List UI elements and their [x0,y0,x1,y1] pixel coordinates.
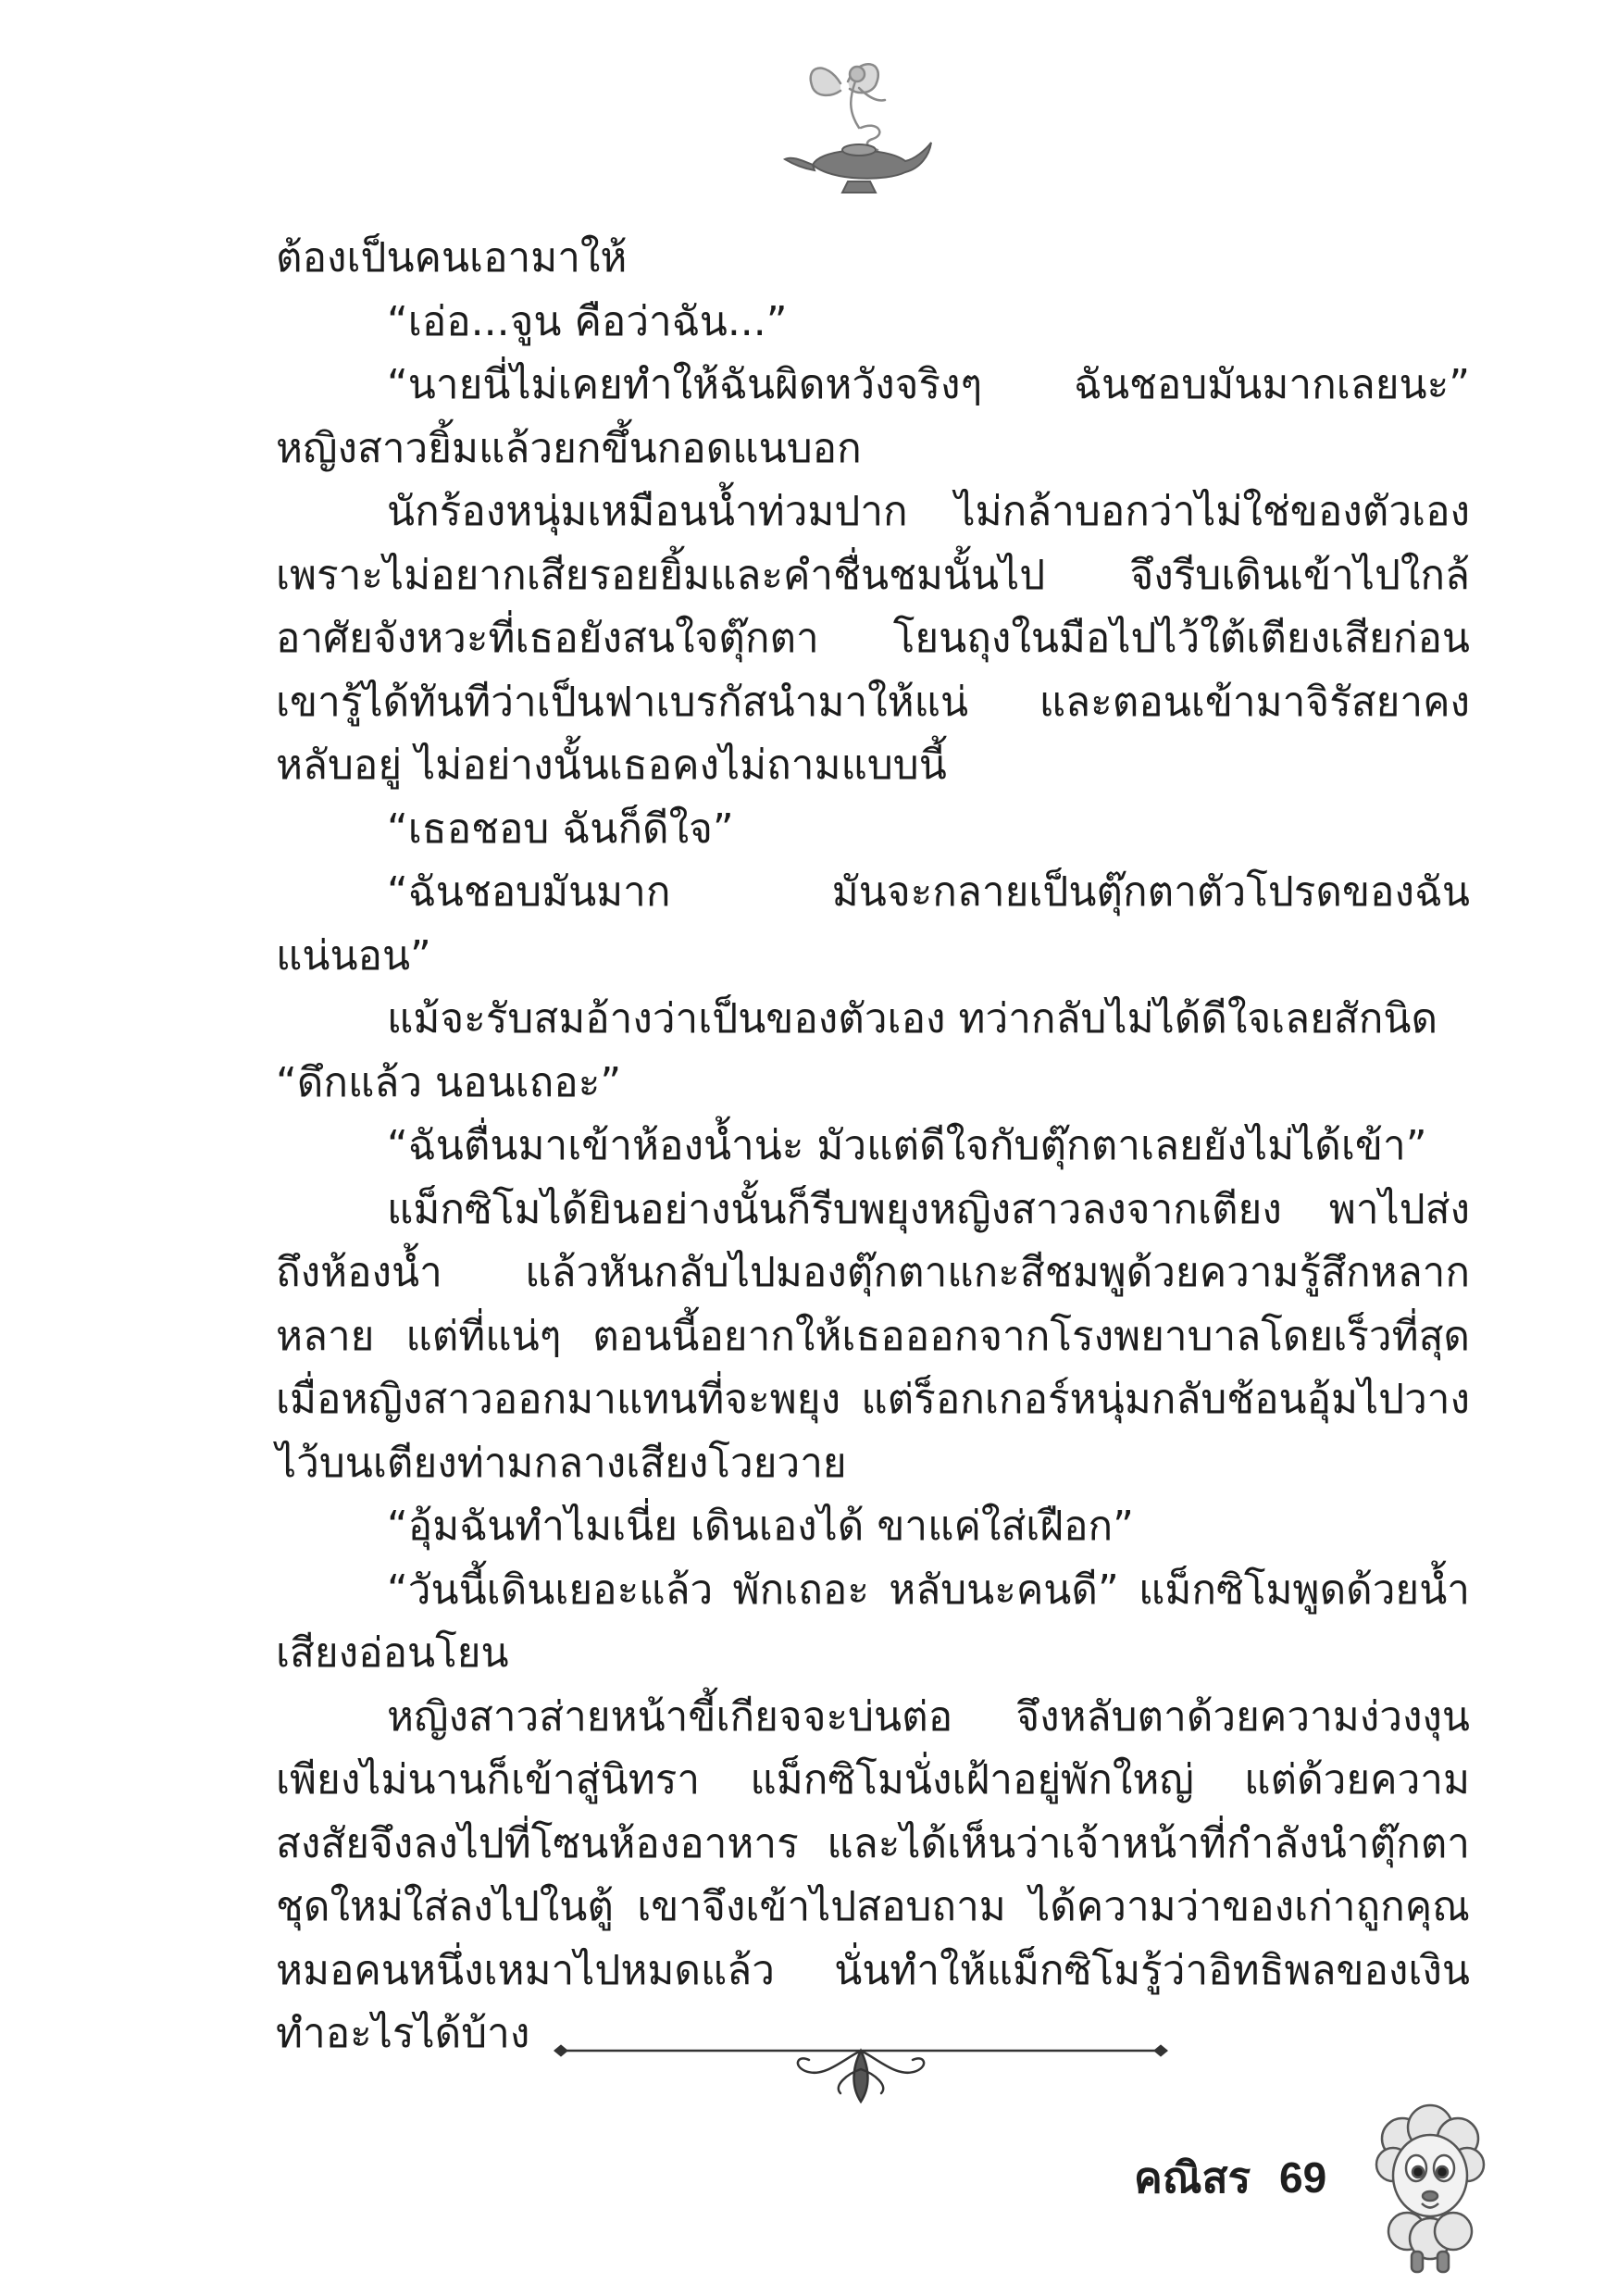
paragraph: “ฉันชอบมันมาก มันจะกลายเป็นตุ๊กตาตัวโปรดของฉันแน่นอน” [276,868,1470,980]
page-number: 69 [1279,2153,1327,2202]
fairy-lamp-icon [776,46,942,204]
story-text [276,227,1470,2066]
paragraph: หญิงสาวส่ายหน้าขี้เกียจจะบ่นต่อ จึงหลับตาด้วยความง่วงงุน เพียงไม่นานก็เข้าสู่นิทรา แม็กซิโมนั่งเฝ้าอยู่พักใหญ่ แต่ด้วยความสงสัยจึงลงไปที่โซนห้องอาหาร และได้เห็นว่าเจ้าหน้าที่กำลังนำตุ๊กตาชุดใหม่ใส่ลงไปในตู้ เขาจึงเข้าไปสอบถาม ได้ความว่าของเก่าถูกคุณหมอคนหนึ่งเหมาไปหมดแล้ว นั่นทำให้แม็กซิโมรู้ว่าอิทธิพลของเงินทำอะไรได้บ้าง [276,1692,1470,2057]
paragraph: “วันนี้เดินเยอะแล้ว พักเถอะ หลับนะคนดี” แม็กซิโมพูดด้วยน้ำเสียงอ่อนโยน [276,1566,1470,1677]
sheep-mascot-icon [1361,2092,1500,2277]
paragraph: “ฉันตื่นมาเข้าห้องน้ำน่ะ มัวแต่ดีใจกับตุ๊กตาเลยยังไม่ได้เข้า” [387,1122,1427,1169]
paragraph: “นายนี่ไม่เคยทำให้ฉันผิดหวังจริงๆ ฉันชอบมันมากเลยนะ” หญิงสาวยิ้มแล้วยกขึ้นกอดแนบอก [276,361,1470,472]
flourish-divider-icon [546,2032,1176,2115]
paragraph: “อุ้มฉันทำไมเนี่ย เดินเองได้ ขาแค่ใส่เฝือก” [387,1503,1134,1550]
paragraph: “ดึกแล้ว นอนเถอะ” [276,1058,622,1106]
paragraph: ต้องเป็นคนเอามาให้ [276,234,628,281]
paragraph: “เธอชอบ ฉันก็ดีใจ” [387,805,734,853]
paragraph: แม้จะรับสมอ้างว่าเป็นของตัวเอง ทว่ากลับไม่ได้ดีใจเลยสักนิด [387,995,1438,1042]
paragraph: นักร้องหนุ่มเหมือนน้ำท่วมปาก ไม่กล้าบอกว่าไม่ใช่ของตัวเองเพราะไม่อยากเสียรอยยิ้มและคำชื่นชมนั้นไป จึงรีบเดินเข้าไปใกล้ อาศัยจังหวะที่เธอยังสนใจตุ๊กตา โยนถุงในมือไปไว้ใต้เตียงเสียก่อน เขารู้ได้ทันทีว่าเป็นฟาเบรกัสนำมาให้แน่ และตอนเข้ามาจิรัสยาคงหลับอยู่ ไม่อย่างนั้นเธอคงไม่ถามแบบนี้ [276,488,1470,789]
paragraph: แม็กซิโมได้ยินอย่างนั้นก็รีบพยุงหญิงสาวลงจากเตียง พาไปส่งถึงห้องน้ำ แล้วหันกลับไปมองตุ๊กตาแกะสีชมพูด้วยความรู้สึกหลากหลาย แต่ที่แน่ๆ ตอนนี้อยากให้เธอออกจากโรงพยาบาลโดยเร็วที่สุด เมื่อหญิงสาวออกมาแทนที่จะพยุง แต่ร็อกเกอร์หนุ่มกลับช้อนอุ้มไปวางไว้บนเตียงท่ามกลางเสียงโวยวาย [276,1185,1470,1487]
author-name: คณิสร [1134,2152,1251,2202]
paragraph: “เอ่อ...จูน คือว่าฉัน...” [387,297,788,345]
